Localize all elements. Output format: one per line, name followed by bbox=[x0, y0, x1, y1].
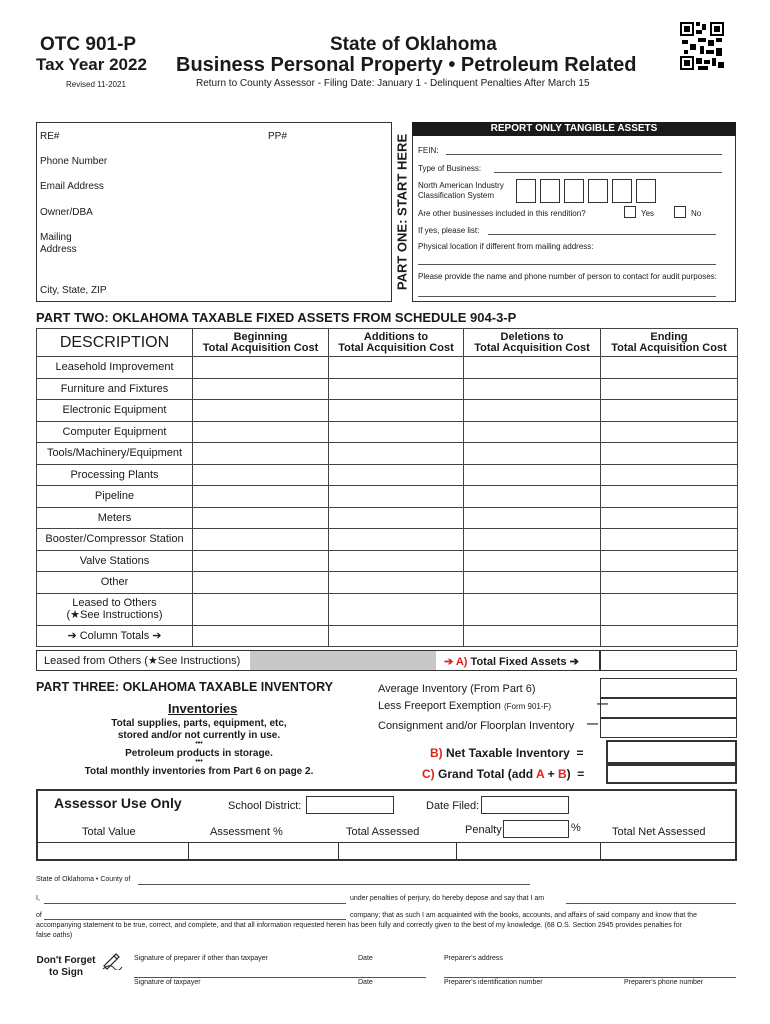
total-value-label: Total Value bbox=[82, 826, 136, 838]
table-cell[interactable] bbox=[329, 378, 464, 400]
penalty-label: Penalty bbox=[465, 824, 502, 836]
fein-line[interactable] bbox=[446, 154, 722, 155]
table-row bbox=[37, 357, 738, 379]
dots-2: ••• bbox=[195, 758, 203, 765]
row-label: Valve Stations bbox=[37, 550, 193, 572]
table-cell[interactable] bbox=[601, 400, 738, 422]
perjury-text: under penalties of perjury, do hereby depose and say that I am bbox=[350, 895, 545, 902]
row-label: Booster/Compressor Station bbox=[37, 529, 193, 551]
row-label: Other bbox=[37, 572, 193, 594]
grand-total-input[interactable] bbox=[606, 764, 737, 784]
table-cell[interactable] bbox=[329, 550, 464, 572]
total-assessed-label: Total Assessed bbox=[346, 826, 420, 838]
table-cell[interactable] bbox=[601, 593, 738, 625]
table-row bbox=[37, 378, 738, 400]
preparer-address-label: Preparer's address bbox=[444, 955, 503, 962]
state-title: State of Oklahoma bbox=[330, 34, 497, 55]
preparer-signature-line[interactable] bbox=[134, 977, 426, 978]
freeport-label bbox=[378, 700, 551, 712]
grand-equals: = bbox=[577, 767, 585, 781]
table-row bbox=[37, 421, 738, 443]
yes-checkbox[interactable] bbox=[624, 206, 636, 218]
table-cell[interactable] bbox=[464, 357, 601, 379]
name-line[interactable] bbox=[44, 903, 346, 904]
grand-text: Grand Total (add bbox=[438, 767, 534, 781]
pp-label: PP# bbox=[268, 131, 287, 142]
dont-forget-2: to Sign bbox=[49, 967, 83, 978]
row-label: Electronic Equipment bbox=[37, 400, 193, 422]
mailing-label-1: Mailing bbox=[40, 232, 72, 243]
date-label-2: Date bbox=[358, 979, 373, 986]
company-line[interactable] bbox=[44, 919, 346, 920]
audit-contact-label: Please provide the name and phone number of person to contact for audit purposes: bbox=[418, 272, 717, 281]
leased-to-cell bbox=[37, 593, 193, 625]
phone-label: Phone Number bbox=[40, 156, 108, 167]
if-yes-line[interactable] bbox=[488, 234, 716, 235]
net-equals: = bbox=[576, 746, 584, 760]
table-row bbox=[37, 486, 738, 508]
form-id: OTC 901-P bbox=[40, 34, 137, 55]
physical-location-label: Physical location if different from mailing address: bbox=[418, 242, 594, 251]
table-cell[interactable] bbox=[329, 486, 464, 508]
table-cell[interactable] bbox=[601, 572, 738, 594]
table-cell[interactable] bbox=[601, 443, 738, 465]
leased-to-label-1: Leased to Others bbox=[72, 597, 157, 609]
oath-line-2: accompanying statement to be true, correct, and complete, and that all information requested herein has been fully and correctly given to the best of my knowledge. (68 O.S. Section 2945 provides penalties for bbox=[36, 922, 682, 929]
preparer-phone-label: Preparer's phone number bbox=[624, 979, 704, 986]
other-businesses-label: Are other businesses included in this rendition? bbox=[418, 209, 586, 218]
assessor-divider bbox=[188, 843, 189, 860]
leased-from-label: Leased from Others (★See Instructions) bbox=[44, 655, 241, 667]
table-cell[interactable] bbox=[193, 357, 329, 379]
state-county-label: State of Oklahoma • County of bbox=[36, 876, 131, 883]
net-text: Net Taxable Inventory bbox=[446, 746, 570, 760]
table-cell[interactable] bbox=[329, 529, 464, 551]
city-label: City, State, ZIP bbox=[40, 285, 107, 296]
naics-digit-6[interactable] bbox=[636, 179, 656, 203]
assessor-divider bbox=[456, 843, 457, 860]
assessor-value-row bbox=[36, 842, 737, 861]
net-assessed-label: Total Net Assessed bbox=[612, 826, 706, 838]
table-cell[interactable] bbox=[464, 421, 601, 443]
type-business-label: Type of Business: bbox=[418, 164, 482, 173]
assessment-pct-label: Assessment % bbox=[210, 826, 283, 838]
fixed-assets-table bbox=[36, 328, 738, 647]
form-title: Business Personal Property • Petroleum Related bbox=[176, 54, 637, 76]
total-fixed-label bbox=[444, 655, 579, 668]
net-inventory-input[interactable] bbox=[606, 740, 737, 764]
table-cell[interactable] bbox=[193, 529, 329, 551]
freeport-input[interactable] bbox=[600, 698, 737, 718]
average-inventory-label: Average Inventory (From Part 6) bbox=[378, 683, 536, 695]
table-row bbox=[37, 572, 738, 594]
naics-digit-2[interactable] bbox=[540, 179, 560, 203]
grand-b: B bbox=[557, 767, 567, 781]
school-district-input[interactable] bbox=[306, 796, 394, 814]
table-cell[interactable] bbox=[464, 625, 601, 647]
description-header: DESCRIPTION bbox=[37, 329, 193, 357]
table-cell[interactable] bbox=[193, 443, 329, 465]
table-cell[interactable] bbox=[329, 443, 464, 465]
preparer-id-label: Preparer's identification number bbox=[444, 979, 543, 986]
table-cell[interactable] bbox=[601, 421, 738, 443]
grand-letter: C) bbox=[422, 767, 435, 781]
yes-label: Yes bbox=[641, 209, 655, 218]
title-line[interactable] bbox=[566, 903, 736, 904]
naics-digit-1[interactable] bbox=[516, 179, 536, 203]
dont-forget-1: Don't Forget bbox=[36, 955, 96, 966]
table-cell[interactable] bbox=[464, 572, 601, 594]
table-cell[interactable] bbox=[193, 378, 329, 400]
table-cell[interactable] bbox=[329, 507, 464, 529]
date-filed-label: Date Filed: bbox=[426, 800, 480, 812]
table-row bbox=[37, 593, 738, 625]
pen-sign-icon bbox=[102, 952, 124, 970]
grand-a: A bbox=[536, 767, 545, 781]
form-subtitle: Return to County Assessor - Filing Date: January 1 - Delinquent Penalties After March 15 bbox=[196, 78, 590, 89]
assessor-divider bbox=[600, 843, 601, 860]
naics-digit-4[interactable] bbox=[588, 179, 608, 203]
table-cell[interactable] bbox=[464, 529, 601, 551]
inventories-heading: Inventories bbox=[168, 701, 238, 716]
row-label: Leasehold Improvement bbox=[37, 357, 193, 379]
table-row bbox=[37, 464, 738, 486]
freeport-text: Less Freeport Exemption bbox=[378, 700, 501, 712]
assessor-title: Assessor Use Only bbox=[54, 795, 182, 811]
table-row bbox=[37, 507, 738, 529]
table-cell[interactable] bbox=[329, 593, 464, 625]
oath-line-3: false oaths) bbox=[36, 932, 73, 939]
row-label: Computer Equipment bbox=[37, 421, 193, 443]
table-cell[interactable] bbox=[193, 593, 329, 625]
row-label: Pipeline bbox=[37, 486, 193, 508]
preparer-address-line[interactable] bbox=[444, 977, 736, 978]
table-cell[interactable] bbox=[464, 443, 601, 465]
date-label-1: Date bbox=[358, 955, 373, 962]
table-row bbox=[37, 400, 738, 422]
leased-to-label-2: (★See Instructions) bbox=[66, 609, 163, 621]
table-cell[interactable] bbox=[464, 593, 601, 625]
ending-header-2: Total Acquisition Cost bbox=[611, 341, 727, 354]
row-label: Furniture and Fixtures bbox=[37, 378, 193, 400]
table-cell[interactable] bbox=[329, 421, 464, 443]
beginning-header-1: Beginning bbox=[233, 330, 288, 343]
table-row bbox=[37, 550, 738, 572]
preparer-signature-label: Signature of preparer if other than taxpayer bbox=[134, 955, 268, 962]
additions-header-2: Total Acquisition Cost bbox=[338, 341, 454, 354]
part-two-title: PART TWO: OKLAHOMA TAXABLE FIXED ASSETS FROM SCHEDULE 904-3-P bbox=[36, 310, 517, 325]
table-cell[interactable] bbox=[329, 464, 464, 486]
owner-label: Owner/DBA bbox=[40, 207, 93, 218]
email-label: Email Address bbox=[40, 181, 104, 192]
dots-1: ••• bbox=[195, 740, 203, 747]
table-cell[interactable] bbox=[464, 400, 601, 422]
table-cell[interactable] bbox=[193, 464, 329, 486]
total-fixed-letter: ➔ A) bbox=[444, 656, 468, 668]
tax-year: Tax Year 2022 bbox=[36, 55, 147, 74]
table-cell[interactable] bbox=[329, 625, 464, 647]
table-cell[interactable] bbox=[601, 529, 738, 551]
grand-total-label bbox=[422, 767, 584, 781]
audit-contact-line[interactable] bbox=[418, 296, 716, 297]
consignment-input[interactable] bbox=[600, 718, 737, 738]
supplies-line-2: stored and/or not currently in use. bbox=[117, 730, 281, 741]
taxpayer-signature-label: Signature of taxpayer bbox=[134, 979, 201, 986]
row-label: Tools/Machinery/Equipment bbox=[37, 443, 193, 465]
deletions-header bbox=[464, 329, 601, 357]
re-label: RE# bbox=[40, 131, 60, 142]
total-fixed-text: Total Fixed Assets ➔ bbox=[470, 656, 579, 668]
table-cell[interactable] bbox=[329, 572, 464, 594]
penalty-pct: % bbox=[571, 822, 581, 834]
monthly-line: Total monthly inventories from Part 6 on page 2. bbox=[84, 766, 314, 777]
table-row bbox=[37, 443, 738, 465]
table-cell[interactable] bbox=[329, 357, 464, 379]
supplies-line-1: Total supplies, parts, equipment, etc, bbox=[111, 718, 287, 729]
no-label: No bbox=[691, 209, 702, 218]
table-cell[interactable] bbox=[329, 400, 464, 422]
table-cell[interactable] bbox=[193, 421, 329, 443]
school-district-label: School District: bbox=[228, 800, 302, 812]
table-cell[interactable] bbox=[601, 625, 738, 647]
beginning-cost-header bbox=[193, 329, 329, 357]
petroleum-line: Petroleum products in storage. bbox=[125, 748, 273, 759]
part-one-vertical-label: PART ONE: START HERE bbox=[394, 133, 410, 291]
total-fixed-input[interactable] bbox=[600, 650, 737, 671]
qr-code-icon bbox=[680, 22, 724, 70]
leased-from-shaded bbox=[250, 651, 436, 670]
net-inventory-label bbox=[430, 746, 584, 760]
oath-i: I, bbox=[36, 895, 40, 902]
table-cell[interactable] bbox=[601, 464, 738, 486]
company-text: company; that as such I am acquainted with the books, accounts, and affairs of said company and know that the bbox=[350, 912, 697, 919]
ending-header-1: Ending bbox=[650, 330, 688, 343]
column-totals-label: ➔ Column Totals ➔ bbox=[37, 625, 193, 647]
naics-digit-5[interactable] bbox=[612, 179, 632, 203]
naics-digit-3[interactable] bbox=[564, 179, 584, 203]
table-cell[interactable] bbox=[464, 507, 601, 529]
penalty-input[interactable] bbox=[503, 820, 569, 838]
table-cell[interactable] bbox=[601, 357, 738, 379]
deletions-header-2: Total Acquisition Cost bbox=[474, 341, 590, 354]
table-row bbox=[37, 625, 738, 647]
average-inventory-input[interactable] bbox=[600, 678, 737, 698]
table-cell[interactable] bbox=[464, 378, 601, 400]
county-line[interactable] bbox=[138, 884, 530, 885]
type-business-line[interactable] bbox=[494, 172, 722, 173]
additions-header bbox=[329, 329, 464, 357]
ending-cost-header bbox=[601, 329, 738, 357]
table-cell[interactable] bbox=[464, 464, 601, 486]
fein-label: FEIN: bbox=[418, 146, 439, 155]
revised-date: Revised 11-2021 bbox=[66, 80, 126, 89]
deletions-header-1: Deletions to bbox=[500, 330, 564, 343]
oath-of: of bbox=[36, 912, 42, 919]
table-cell[interactable] bbox=[601, 507, 738, 529]
table-row bbox=[37, 529, 738, 551]
row-label: Processing Plants bbox=[37, 464, 193, 486]
table-cell[interactable] bbox=[193, 550, 329, 572]
table-cell[interactable] bbox=[193, 572, 329, 594]
part-three-title: PART THREE: OKLAHOMA TAXABLE INVENTORY bbox=[36, 680, 333, 694]
table-cell[interactable] bbox=[193, 625, 329, 647]
table-cell[interactable] bbox=[193, 400, 329, 422]
assessor-divider bbox=[338, 843, 339, 860]
table-cell[interactable] bbox=[601, 378, 738, 400]
date-filed-input[interactable] bbox=[481, 796, 569, 814]
physical-location-line[interactable] bbox=[418, 264, 716, 265]
mailing-label-2: Address bbox=[40, 244, 77, 255]
consignment-label: Consignment and/or Floorplan Inventory bbox=[378, 720, 575, 732]
if-yes-label: If yes, please list: bbox=[418, 226, 480, 235]
table-cell[interactable] bbox=[193, 507, 329, 529]
no-checkbox[interactable] bbox=[674, 206, 686, 218]
row-label: Meters bbox=[37, 507, 193, 529]
table-cell[interactable] bbox=[464, 550, 601, 572]
table-cell[interactable] bbox=[601, 550, 738, 572]
grand-close: ) bbox=[566, 767, 571, 781]
table-cell[interactable] bbox=[464, 486, 601, 508]
consignment-dash: — bbox=[587, 718, 598, 730]
freeport-form: (Form 901-F) bbox=[503, 702, 552, 711]
table-cell[interactable] bbox=[601, 486, 738, 508]
tangible-assets-banner: REPORT ONLY TANGIBLE ASSETS bbox=[412, 122, 736, 136]
part-one-vertical-strip bbox=[392, 122, 412, 302]
table-cell[interactable] bbox=[193, 486, 329, 508]
freeport-dash: — bbox=[597, 698, 608, 710]
grand-plus: + bbox=[547, 767, 555, 781]
naics-label-1: North American Industry bbox=[418, 181, 504, 190]
naics-label-2: Classification System bbox=[418, 191, 495, 200]
additions-header-1: Additions to bbox=[363, 330, 429, 343]
beginning-header-2: Total Acquisition Cost bbox=[202, 341, 319, 354]
net-letter: B) bbox=[430, 746, 443, 760]
